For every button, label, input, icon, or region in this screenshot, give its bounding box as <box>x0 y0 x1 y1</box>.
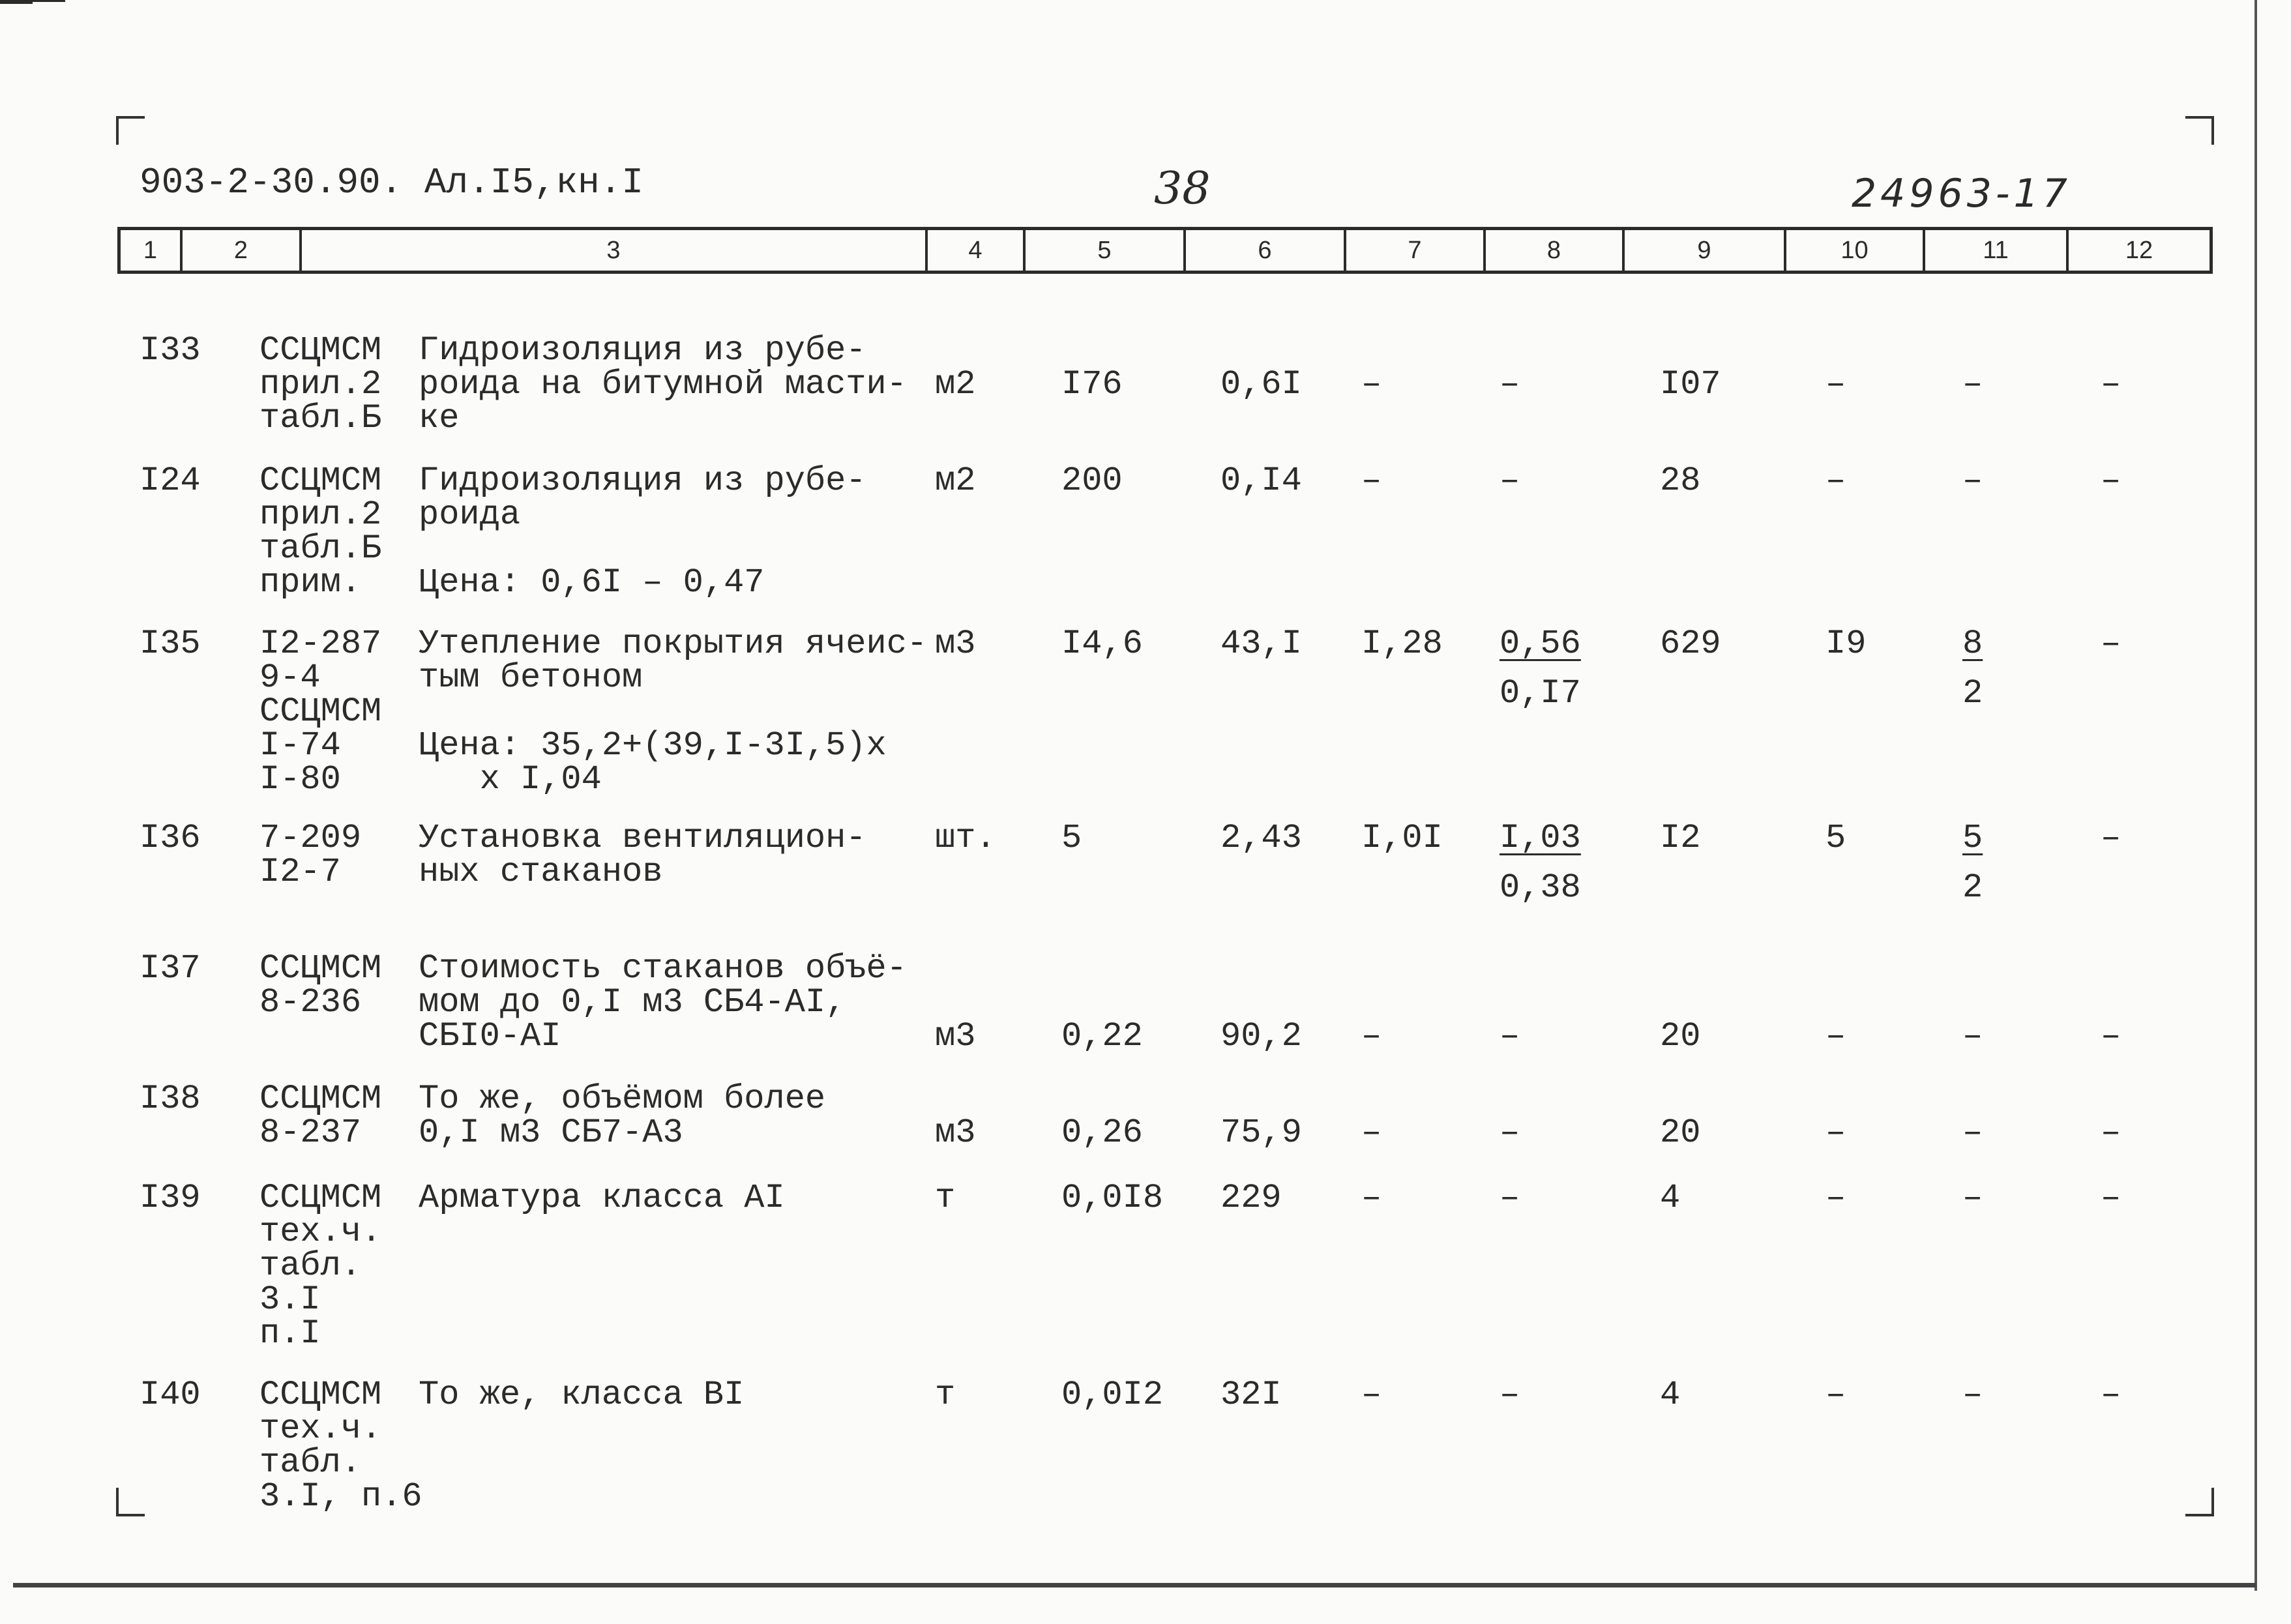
quantity-cell: I4,6 <box>1061 625 1143 663</box>
col10-cell: 5 <box>1825 819 1846 857</box>
row-number: I38 <box>140 1080 201 1118</box>
col8-cell: – <box>1500 1114 1520 1152</box>
unit-price-cell: 2,43 <box>1220 819 1302 857</box>
norm-reference: ССЦМСМ <box>259 462 382 500</box>
work-description: То же, класса ВI <box>419 1376 745 1414</box>
unit-cell: т <box>935 1179 956 1217</box>
row-number: I36 <box>140 819 201 857</box>
col7-cell: – <box>1361 1017 1382 1056</box>
total-cost-cell: 20 <box>1660 1017 1701 1056</box>
document-number: 24963-17 <box>1852 171 2071 216</box>
norm-reference: ССЦМСМ <box>259 1080 382 1118</box>
total-cost-cell: 20 <box>1660 1114 1701 1152</box>
sheet-edge <box>2254 0 2257 1591</box>
col11-cell: – <box>1962 1179 1983 1217</box>
col7-cell: – <box>1361 1376 1382 1414</box>
work-description: Цена: 35,2+(39,I-3I,5)x <box>419 726 887 765</box>
col8-cell: – <box>1500 365 1520 404</box>
unit-cell: т <box>935 1376 956 1414</box>
corner-mark-top-left <box>116 116 145 145</box>
col12-cell: – <box>2101 365 2121 404</box>
col7-cell: – <box>1361 1114 1382 1152</box>
unit-price-cell: 0,6I <box>1220 365 1302 404</box>
col12-cell: – <box>2101 1376 2121 1414</box>
col8-sub-cell: 0,I7 <box>1500 674 1581 713</box>
col8-cell: I,03 <box>1500 819 1581 857</box>
col8-cell: – <box>1500 1017 1520 1056</box>
quantity-cell: 0,0I2 <box>1061 1376 1164 1414</box>
unit-price-cell: 229 <box>1220 1179 1282 1217</box>
row-number: I35 <box>140 625 201 663</box>
total-cost-cell: 28 <box>1660 462 1701 500</box>
work-description: x I,04 <box>419 760 602 799</box>
norm-reference: ССЦМСМ <box>259 1179 382 1217</box>
work-description: Цена: 0,6I – 0,47 <box>419 563 765 602</box>
unit-price-cell: 75,9 <box>1220 1114 1302 1152</box>
column-header-2: 2 <box>183 230 302 271</box>
row-number: I33 <box>140 331 201 370</box>
col12-cell: – <box>2101 1017 2121 1056</box>
unit-cell: шт. <box>935 819 996 857</box>
column-header-5: 5 <box>1026 230 1186 271</box>
column-header-1: 1 <box>121 230 183 271</box>
col10-cell: – <box>1825 462 1846 500</box>
norm-reference: прил.2 <box>259 495 382 534</box>
work-description: Гидроизоляция из рубе- <box>419 462 866 500</box>
quantity-cell: 5 <box>1061 819 1082 857</box>
col12-cell: – <box>2101 1114 2121 1152</box>
column-header-9: 9 <box>1625 230 1786 271</box>
work-description: То же, объёмом более <box>419 1080 826 1118</box>
norm-reference: тех.ч. <box>259 1213 382 1251</box>
norm-reference: I-74 <box>259 726 341 765</box>
work-description: роида на битумной масти- <box>419 365 907 404</box>
col10-cell: – <box>1825 1179 1846 1217</box>
quantity-cell: 0,0I8 <box>1061 1179 1164 1217</box>
column-header-row <box>117 227 2213 274</box>
norm-reference: 3.I <box>259 1280 321 1319</box>
unit-cell: м3 <box>935 1114 976 1152</box>
column-header-7: 7 <box>1346 230 1486 271</box>
col12-cell: – <box>2101 625 2121 663</box>
quantity-cell: 200 <box>1061 462 1123 500</box>
document-code: 903-2-30.90. Ал.I5,кн.I <box>140 162 643 203</box>
norm-reference: табл.Б <box>259 529 382 568</box>
norm-reference: табл.Б <box>259 399 382 437</box>
work-description: Установка вентиляцион- <box>419 819 866 857</box>
quantity-cell: 0,26 <box>1061 1114 1143 1152</box>
col12-cell: – <box>2101 1179 2121 1217</box>
norm-reference: I-80 <box>259 760 341 799</box>
page-number: 38 <box>1154 163 1211 214</box>
column-header-6: 6 <box>1186 230 1346 271</box>
col8-sub-cell: 0,38 <box>1500 868 1581 907</box>
work-description: СБI0-АI <box>419 1017 561 1056</box>
col11-sub-cell: 2 <box>1962 674 1983 713</box>
page-number-dash-right <box>0 2 33 4</box>
work-description: Утепление покрытия ячеис- <box>419 625 928 663</box>
col10-cell: – <box>1825 1017 1846 1056</box>
norm-reference: п.I <box>259 1314 321 1353</box>
unit-cell: м2 <box>935 365 976 404</box>
norm-reference: I2-7 <box>259 853 341 891</box>
work-description: ных стаканов <box>419 853 663 891</box>
sheet-bottom-edge <box>13 1583 2256 1587</box>
col10-cell: – <box>1825 1376 1846 1414</box>
work-description: Арматура класса АI <box>419 1179 785 1217</box>
unit-cell: м2 <box>935 462 976 500</box>
row-number: I40 <box>140 1376 201 1414</box>
work-description: тым бетоном <box>419 658 643 697</box>
row-number: I24 <box>140 462 201 500</box>
col12-cell: – <box>2101 462 2121 500</box>
work-description: роида <box>419 495 521 534</box>
unit-price-cell: 32I <box>1220 1376 1282 1414</box>
work-description: 0,I м3 СБ7-А3 <box>419 1114 683 1152</box>
total-cost-cell: I07 <box>1660 365 1721 404</box>
norm-reference: ССЦМСМ <box>259 949 382 988</box>
unit-price-cell: 0,I4 <box>1220 462 1302 500</box>
row-number: I39 <box>140 1179 201 1217</box>
unit-price-cell: 43,I <box>1220 625 1302 663</box>
norm-reference: 9-4 <box>259 658 321 697</box>
col7-cell: – <box>1361 462 1382 500</box>
norm-reference: тех.ч. <box>259 1410 382 1448</box>
norm-reference: ССЦМСМ <box>259 692 382 731</box>
column-header-4: 4 <box>928 230 1026 271</box>
col7-cell: – <box>1361 365 1382 404</box>
work-description: ке <box>419 399 460 437</box>
norm-reference: 7-209 <box>259 819 362 857</box>
col11-cell: – <box>1962 365 1983 404</box>
norm-reference: табл. <box>259 1443 362 1482</box>
col11-cell: 5 <box>1962 819 1983 857</box>
col8-cell: – <box>1500 1376 1520 1414</box>
total-cost-cell: 4 <box>1660 1376 1681 1414</box>
total-cost-cell: 629 <box>1660 625 1721 663</box>
quantity-cell: 0,22 <box>1061 1017 1143 1056</box>
col10-cell: – <box>1825 1114 1846 1152</box>
col8-cell: – <box>1500 462 1520 500</box>
unit-price-cell: 90,2 <box>1220 1017 1302 1056</box>
col7-cell: I,0I <box>1361 819 1443 857</box>
norm-reference: 8-237 <box>259 1114 362 1152</box>
col11-cell: 8 <box>1962 625 1983 663</box>
column-header-3: 3 <box>302 230 928 271</box>
quantity-cell: I76 <box>1061 365 1123 404</box>
col10-cell: – <box>1825 365 1846 404</box>
col12-cell: – <box>2101 819 2121 857</box>
total-cost-cell: I2 <box>1660 819 1701 857</box>
column-header-12: 12 <box>2125 236 2153 264</box>
col11-sub-cell: 2 <box>1962 868 1983 907</box>
norm-reference: ССЦМСМ <box>259 331 382 370</box>
col10-cell: I9 <box>1825 625 1867 663</box>
norm-reference: прил.2 <box>259 365 382 404</box>
col11-cell: – <box>1962 1017 1983 1056</box>
col8-cell: 0,56 <box>1500 625 1581 663</box>
corner-mark-bottom-right <box>2185 1488 2214 1516</box>
col11-cell: – <box>1962 462 1983 500</box>
column-header-11: 11 <box>1925 230 2069 271</box>
col7-cell: I,28 <box>1361 625 1443 663</box>
col11-cell: – <box>1962 1114 1983 1152</box>
unit-cell: м3 <box>935 625 976 663</box>
col11-cell: – <box>1962 1376 1983 1414</box>
norm-reference: прим. <box>259 563 362 602</box>
corner-mark-bottom-left <box>116 1488 145 1516</box>
row-number: I37 <box>140 949 201 988</box>
work-description: Стоимость стаканов объё- <box>419 949 907 988</box>
corner-mark-top-right <box>2185 116 2214 145</box>
total-cost-cell: 4 <box>1660 1179 1681 1217</box>
norm-reference: 3.I, п.6 <box>259 1477 422 1516</box>
norm-reference: 8-236 <box>259 983 362 1022</box>
norm-reference: ССЦМСМ <box>259 1376 382 1414</box>
norm-reference: табл. <box>259 1247 362 1285</box>
column-header-8: 8 <box>1486 230 1625 271</box>
col8-cell: – <box>1500 1179 1520 1217</box>
column-header-10: 10 <box>1786 230 1925 271</box>
work-description: мом до 0,I м3 СБ4-АI, <box>419 983 846 1022</box>
unit-cell: м3 <box>935 1017 976 1056</box>
norm-reference: I2-287 <box>259 625 382 663</box>
work-description: Гидроизоляция из рубе- <box>419 331 866 370</box>
col7-cell: – <box>1361 1179 1382 1217</box>
